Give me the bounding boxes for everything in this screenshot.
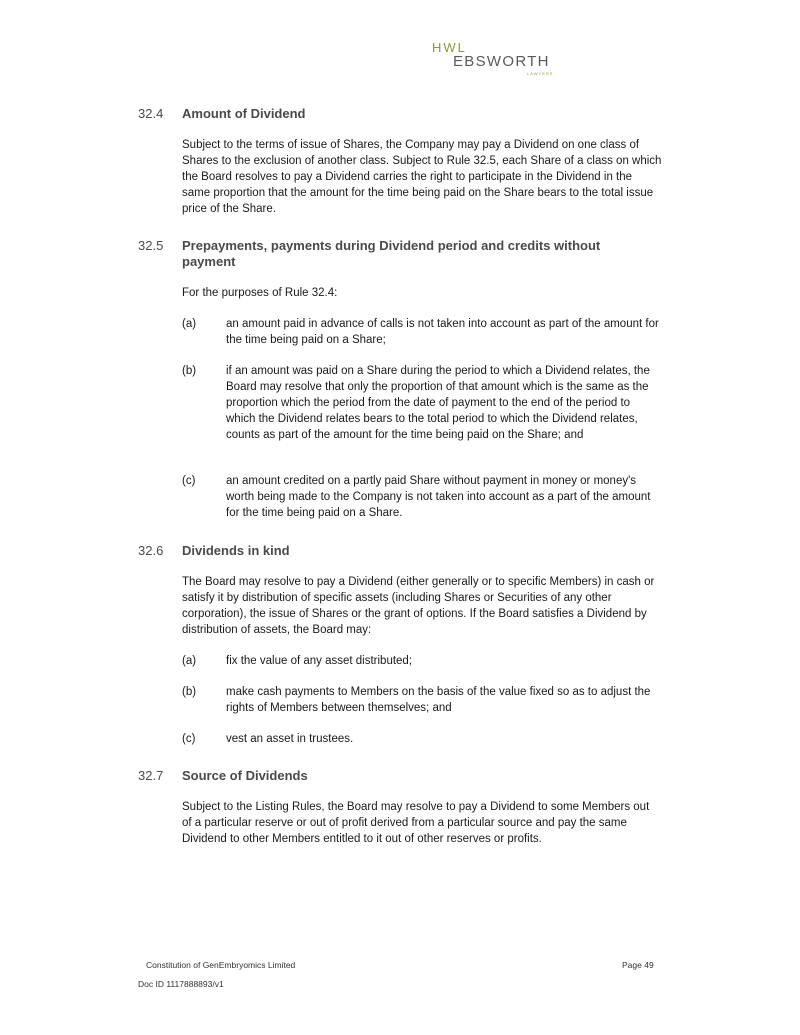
list-item-label: (b) [182,365,197,377]
section-title: Dividends in kind [182,543,290,558]
logo-ebsworth: EBSWORTH [453,53,550,70]
list-item-text: an amount credited on a partly paid Share without payment in money or money's worth being made to the Company is not taken into account as a part of the amount for the time being paid on a Share. [226,475,651,519]
list-item-label: (c) [182,475,196,487]
section-32-6-paragraph: The Board may resolve to pay a Dividend (either generally or to specific Members) in cash or satisfy it by distribution of specific assets (including Shares or Securities of any other corporation), the issue of Shares or the grant of options. If the Board satisfies a Dividend by distribution of assets, the Board may: [182,576,655,636]
section-title: Prepayments, payments during Dividend period and credits without payment [182,238,601,269]
section-title: Source of Dividends [182,768,308,783]
section-number: 32.7 [138,768,164,783]
list-item-label: (b) [182,686,197,698]
footer-constitution-name: Constitution of GenEmbryomics Limited [146,960,296,970]
list-item-text: vest an asset in trustees. [226,733,354,745]
section-number: 32.4 [138,106,164,121]
logo-hwl: HWL [432,40,467,55]
section-32-5-intro: For the purposes of Rule 32.4: [182,287,338,299]
firm-logo [432,40,562,80]
section-number: 32.6 [138,543,164,558]
section-32-7-paragraph: Subject to the Listing Rules, the Board may resolve to pay a Dividend to some Members out of a particular reserve or out of profit derived from a particular source and pay the same Dividend to other Members entitled to it out of other reserves or profits. [182,801,650,845]
list-item-text: an amount paid in advance of calls is not taken into account as part of the amount for the time being paid on a Share; [226,318,659,346]
logo-lawyers: LAWYERS [527,71,554,76]
list-item-label: (c) [182,733,196,745]
list-item-text: fix the value of any asset distributed; [226,655,413,667]
section-32-4-paragraph: Subject to the terms of issue of Shares, the Company may pay a Dividend on one class of Shares to the exclusion of another class. Subject to Rule 32.5, each Share of a class on which the Board resolves to pay a Dividend carries the right to participate in the Dividend in the same proportion that the amount for the time being paid on the Share bears to the total issue price of the Share. [182,139,662,215]
list-item-label: (a) [182,318,197,330]
list-item-text: if an amount was paid on a Share during the period to which a Dividend relates, the Board may resolve that only the proportion of that amount which is the same as the proportion which the period from the date of payment to the end of the period to which the Dividend relates bears to the total period to which the Dividend relates, counts as part of the amount for the time being paid on the Share; and [226,365,650,441]
section-title: Amount of Dividend [182,106,306,121]
footer-page-number: Page 49 [622,960,654,970]
section-number: 32.5 [138,238,164,253]
footer-doc-id: Doc ID 1117888893/v1 [138,979,224,989]
list-item-label: (a) [182,655,197,667]
list-item-text: make cash payments to Members on the basis of the value fixed so as to adjust the rights of Members between themselves; and [226,686,651,714]
